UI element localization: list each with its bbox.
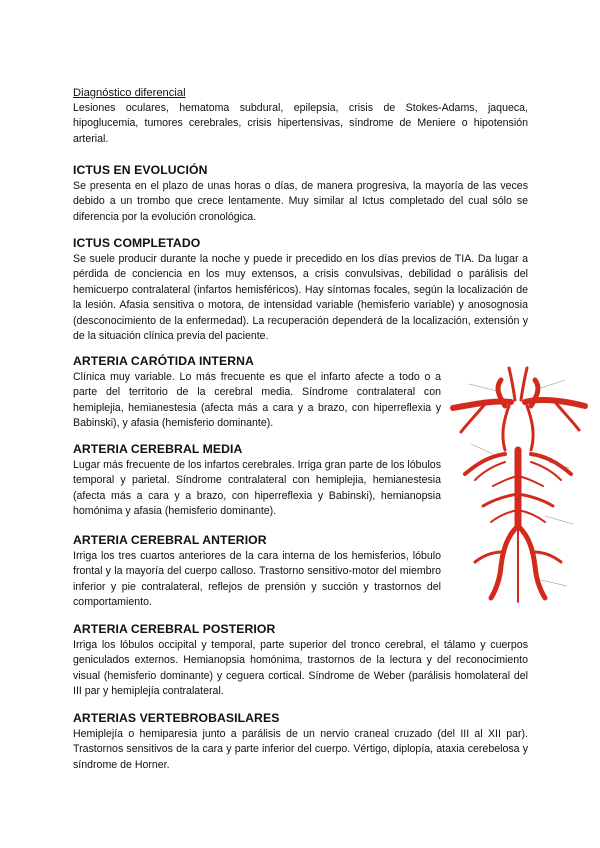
- section-heading: ARTERIA CEREBRAL MEDIA: [73, 442, 243, 456]
- section-ictus-completado: [73, 236, 528, 344]
- section-cerebral-media: [73, 442, 441, 520]
- section-ictus-evolucion: [73, 163, 528, 225]
- section-heading: ICTUS EN EVOLUCIÓN: [73, 163, 208, 177]
- section-vertebrobasilares: [73, 711, 528, 773]
- section-heading: ARTERIA CEREBRAL ANTERIOR: [73, 533, 267, 547]
- section-subtitle: Diagnóstico diferencial: [73, 87, 186, 99]
- section-text: Hemiplejía o hemiparesia junto a parálisis de un nervio craneal cruzado (del III al XII par). Trastornos sensitivos de la cara y parte inferior del cuerpo. Vértigo, diplopía, ataxia cerebelosa y síndrome de Horner.: [73, 728, 528, 771]
- section-text: Irriga los tres cuartos anteriores de la cara interna de los hemisferios, lóbulo frontal y la mayoría del cuerpo calloso. Trastorno sensitivo-motor del miembro inferior y pie contralateral, reflejos de prensión y succión y trastornos del comportamiento.: [73, 550, 441, 609]
- section-text: Lugar más frecuente de los infartos cerebrales. Irriga gran parte de los lóbulos temporal y parietal. Síndrome contralateral con hemiplejia, hemianestesia (afecta más a cara y a brazo, con hiperreflexia y Babinski), hemianopsia homónima y afasia (hemisferio dominante).: [73, 459, 441, 518]
- section-cerebral-posterior: [73, 622, 528, 700]
- section-diagnostico-diferencial: [73, 86, 528, 147]
- section-heading: ARTERIAS VERTEBROBASILARES: [73, 711, 280, 725]
- arteries-drawing: [445, 366, 595, 606]
- section-text: Se presenta en el plazo de unas horas o días, de manera progresiva, la mayoría de las veces debido a un trombo que crece lentamente. Muy similar al Ictus completado del cual sólo se diferencia por la evolución cronológica.: [73, 180, 528, 223]
- circle-of-willis-illustration: [445, 366, 595, 606]
- section-heading: ICTUS COMPLETADO: [73, 236, 201, 250]
- section-text: Irriga los lóbulos occipital y temporal, parte superior del tronco cerebral, el tálamo y cuerpos geniculados externos. Hemianopsia homónima, trastornos de la lectura y del reconocimiento visual (hemisferio dominante) y ceguera cortical. Síndrome de Weber (parálisis homolateral del III par y hemiplejía contralateral.: [73, 639, 528, 698]
- section-text: Se suele producir durante la noche y puede ir precedido en los días previos de TIA. Da lugar a pérdida de conciencia en los muy extensos, a crisis convulsivas, debilidad o parálisis del hemicuerpo contralateral (infartos hemisféricos). Hay síntomas focales, según la localización de la lesión. Afasia sensitiva o motora, de intensidad variable (hemisferio variable) y anosognosia (desconocimiento de la enfermedad). La recuperación dependerá de la localización, extensión y de la situación clínica previa del paciente.: [73, 253, 528, 343]
- section-text: Lesiones oculares, hematoma subdural, epilepsia, crisis de Stokes-Adams, jaqueca, hipoglucemia, tumores cerebrales, crisis hipertensivas, síndrome de Meniere o hipotensión arterial.: [73, 102, 528, 145]
- section-carotida-interna: [73, 354, 441, 432]
- section-cerebral-anterior: [73, 533, 441, 611]
- section-text: Clínica muy variable. Lo más frecuente es que el infarto afecte a todo o a parte del territorio de la cerebral media. Síndrome contralateral con hemiplejia, hemianestesia (afecta más a cara y a brazo, con hiperreflexia y Babinski), y afasia (hemisferio dominante).: [73, 371, 441, 430]
- section-heading: ARTERIA CEREBRAL POSTERIOR: [73, 622, 276, 636]
- section-heading: ARTERIA CARÓTIDA INTERNA: [73, 354, 254, 368]
